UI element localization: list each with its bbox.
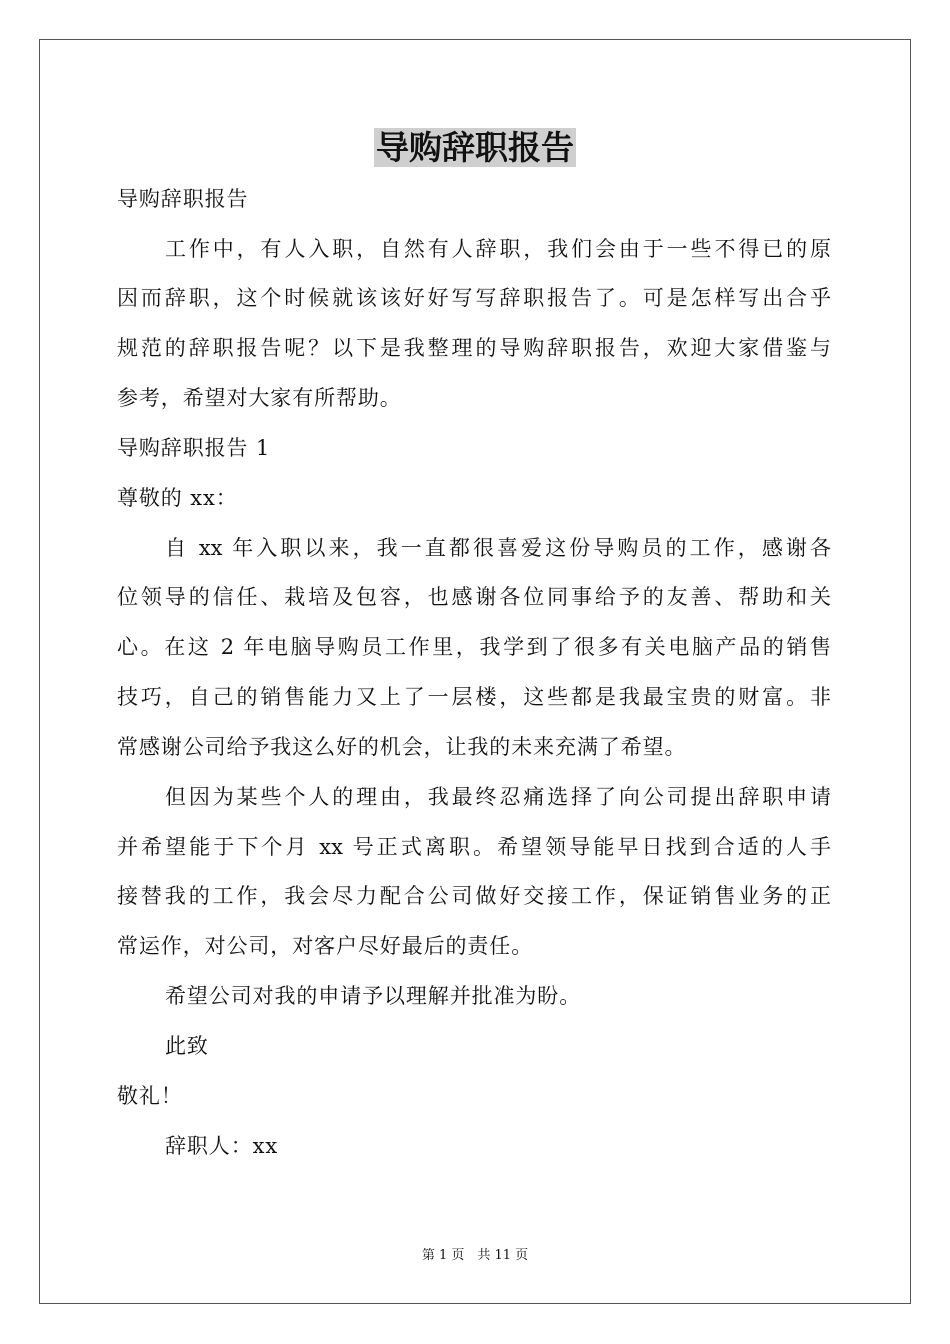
- body-line: 技巧，自己的销售能力又上了一层楼，这些都是我最宝贵的财富。非: [117, 685, 831, 709]
- body-line: 常感谢公司给予我这么好的机会，让我的未来充满了希望。: [117, 735, 687, 759]
- body-line: 常运作，对公司，对客户尽好最后的责任。: [117, 934, 534, 958]
- intro-line: 因而辞职，这个时候就该该好好写写辞职报告了。可是怎样写出合乎: [117, 286, 831, 310]
- body-line: 但因为某些个人的理由，我最终忍痛选择了向公司提出辞职申请: [165, 785, 831, 809]
- body-line: 并希望能于下个月 xx 号正式离职。希望领导能早日找到合适的人手: [117, 835, 831, 859]
- signature-line: 辞职人：xx: [165, 1134, 279, 1158]
- body-line: 希望公司对我的申请予以理解并批准为盼。: [165, 984, 582, 1008]
- document-title-text: 导购辞职报告: [376, 128, 574, 167]
- closing-line: 此致: [165, 1034, 209, 1058]
- document-title: [0, 126, 950, 170]
- body-line: 心。在这 2 年电脑导购员工作里，我学到了很多有关电脑产品的销售: [117, 635, 831, 659]
- body-line: 位领导的信任、栽培及包容，也感谢各位同事给予的友善、帮助和关: [117, 585, 831, 609]
- intro-line: 参考，希望对大家有所帮助。: [117, 386, 402, 410]
- page-border: [39, 39, 911, 1304]
- section-heading: 导购辞职报告 1: [117, 436, 271, 460]
- intro-line: 工作中，有人入职，自然有人辞职，我们会由于一些不得已的原: [165, 237, 831, 261]
- body-line: 自 xx 年入职以来，我一直都很喜爱这份导购员的工作，感谢各: [165, 536, 831, 560]
- document-subtitle: 导购辞职报告: [117, 187, 249, 211]
- body-line: 接替我的工作，我会尽力配合公司做好交接工作，保证销售业务的正: [117, 884, 831, 908]
- salutation: 尊敬的 xx：: [117, 486, 238, 510]
- intro-line: 规范的辞职报告呢？以下是我整理的导购辞职报告，欢迎大家借鉴与: [117, 336, 831, 360]
- closing-line: 敬礼！: [117, 1084, 183, 1108]
- page-footer: 第 1 页 共 11 页: [421, 1248, 529, 1263]
